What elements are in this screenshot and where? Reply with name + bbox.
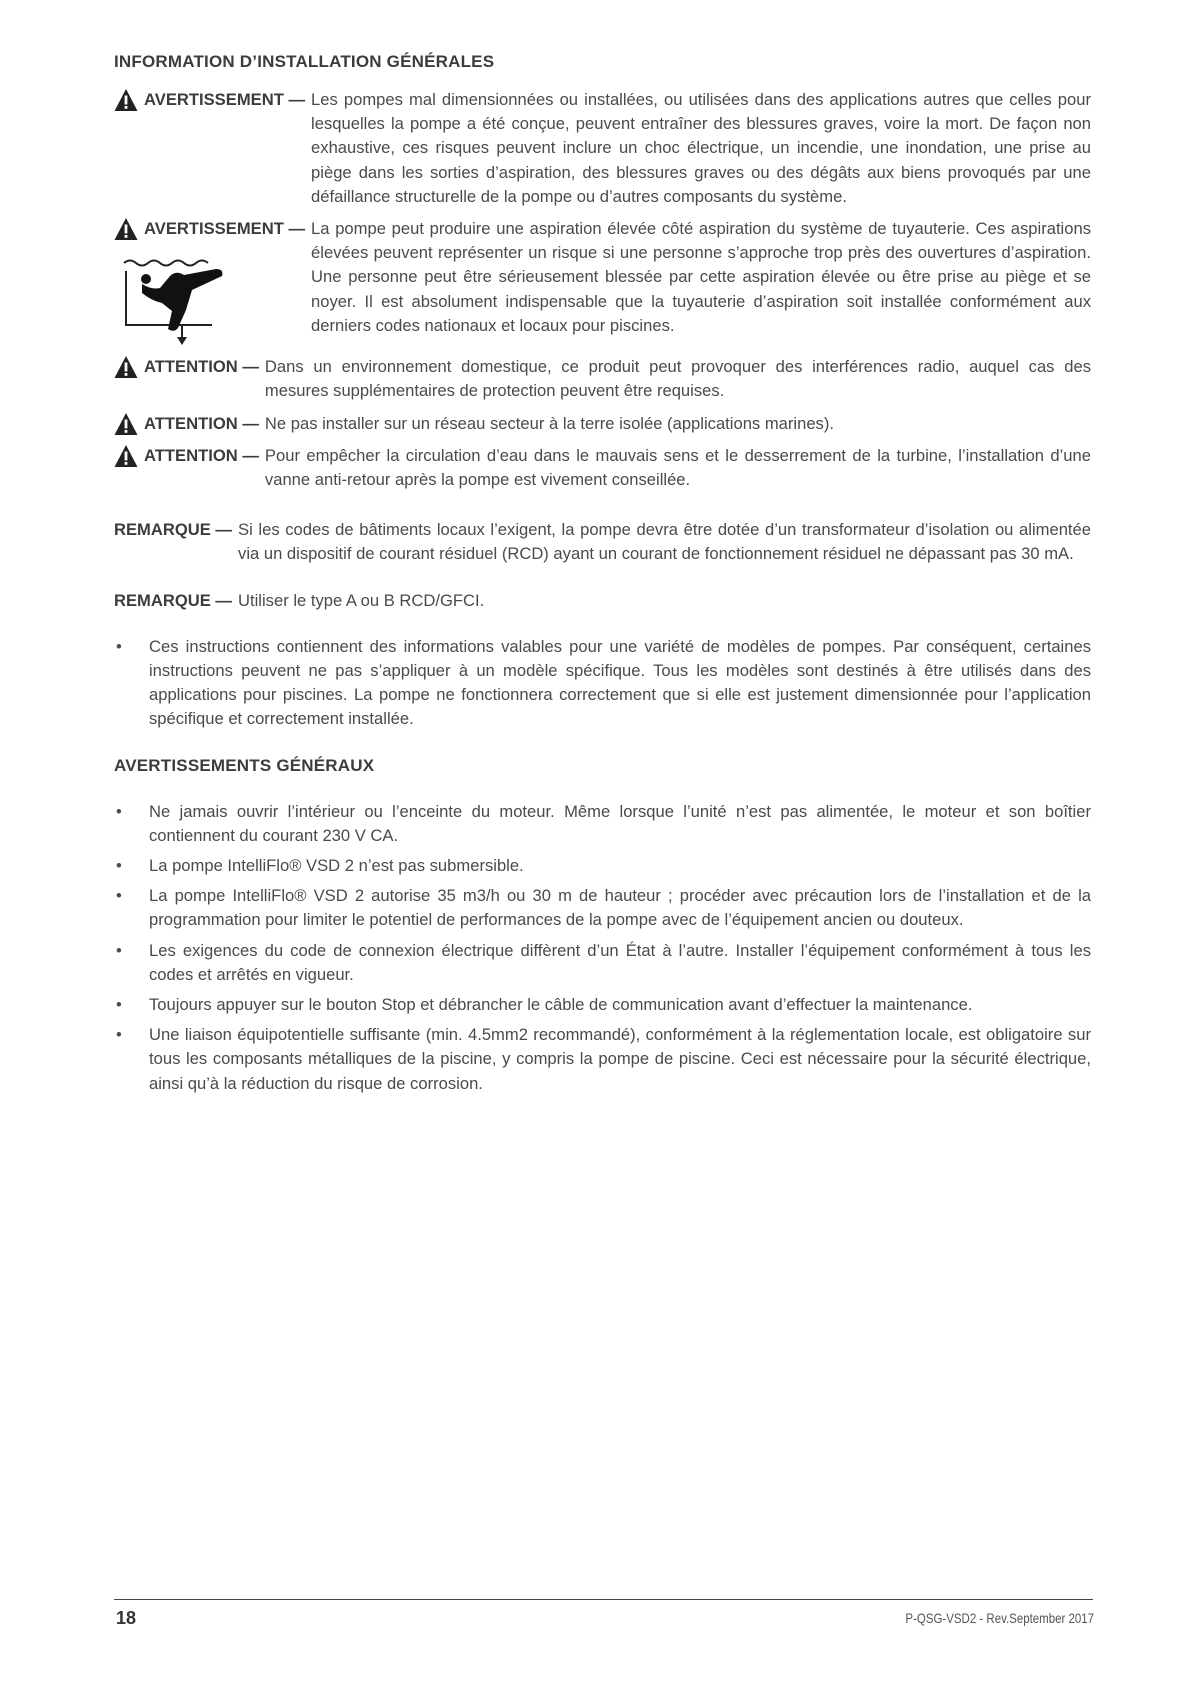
caution-text: Pour empêcher la circulation d’eau dans le mauvais sens et le desserrement de la turbine, l’installation d’une vanne anti-retour après la pompe est vivement conseillée.	[264, 445, 1091, 490]
caution-text: Dans un environnement domestique, ce produit peut provoquer des interférences radio, auquel cas des mesures supplémentaires de protection peuvent être requises.	[264, 357, 1091, 401]
suction-entrapment-pictogram	[122, 249, 232, 347]
warning-label	[114, 217, 305, 241]
bullet-marker: •	[116, 636, 122, 656]
section-title-general-warnings: AVERTISSEMENTS GÉNÉRAUX	[114, 755, 375, 775]
caution-label	[114, 444, 259, 468]
note-block	[114, 589, 1091, 613]
bullet-marker: •	[116, 856, 122, 876]
intro-bullet-list	[114, 635, 1091, 732]
warning-text: Les pompes mal dimensionnées ou installées, ou utilisées dans des applications autres que celles pour lesquelles la pompe a été conçue, peuvent entraîner des blessures graves, voire la mort. De façon non exhaustive, ces risques peuvent inclure un choc électrique, un incendie, une inondation, une prise au piège dans les sorties d’aspiration, des blessures graves ou des dégâts aux biens provoqués par une défaillance structurelle de la pompe ou d’autres composants du système.	[311, 90, 1091, 206]
caution-block	[114, 355, 1091, 403]
note-block	[114, 518, 1091, 566]
caution-text: Ne pas installer sur un réseau secteur à la terre isolée (applications marines).	[264, 413, 834, 433]
caution-label	[114, 412, 259, 436]
list-item	[114, 993, 1091, 1017]
warning-triangle-icon	[114, 355, 138, 379]
list-item	[114, 800, 1091, 848]
list-item-text: Une liaison équipotentielle suffisante (min. 4.5mm2 recommandé), conformément à la réglementation locale, est obligatoire sur tous les composants métalliques de la piscine, y compris la pompe de piscine. Ceci est nécessaire pour la sécurité électrique, ainsi qu’à la réduction du risque de corrosion.	[149, 1025, 1091, 1093]
caution-label-text: ATTENTION —	[144, 357, 259, 377]
list-item	[114, 635, 1091, 732]
page-content	[114, 52, 1091, 1102]
bullet-marker: •	[116, 940, 122, 960]
warning-triangle-icon	[114, 217, 138, 241]
bullet-marker: •	[116, 1025, 122, 1045]
note-text: Si les codes de bâtiments locaux l’exigent, la pompe devra être dotée d’un transformateur d’isolation ou alimentée via un dispositif de courant résiduel (RCD) ayant un courant de fonctionnement résiduel ne dépassant pas 30 mA.	[238, 520, 1091, 564]
list-item-text: Ces instructions contiennent des informations valables pour une variété de modèles de pompes. Par conséquent, certaines instructions peuvent ne pas s’appliquer à un modèle spécifique. Tous les modèles sont destinés à être utilisés dans des applications pour piscines. La pompe ne fonctionnera correctement que si elle est justement dimensionnée pour l’application spécifique et correctement installée.	[149, 636, 1091, 729]
caution-label	[114, 355, 259, 379]
bullet-marker: •	[116, 995, 122, 1015]
caution-block	[114, 412, 1091, 436]
list-item-text: Les exigences du code de connexion électrique diffèrent d’un État à l’autre. Installer l’équipement conformément à tous les codes et arrêtés en vigueur.	[149, 940, 1091, 984]
list-item	[114, 854, 1091, 878]
warning-triangle-icon	[114, 88, 138, 112]
list-item-text: La pompe IntelliFlo® VSD 2 autorise 35 m3/h ou 30 m de hauteur ; procéder avec précaution lors de l’installation et de la programmation pour limiter le potentiel de performances de la pompe avec de l’équipement ancien ou douteux.	[149, 886, 1091, 930]
note-label: REMARQUE —	[114, 590, 233, 610]
warning-label-column	[114, 217, 305, 347]
list-item	[114, 939, 1091, 987]
list-item	[114, 1023, 1091, 1096]
caution-label-text: ATTENTION —	[144, 413, 259, 433]
caution-block	[114, 444, 1091, 492]
page-number: 18	[116, 1608, 137, 1628]
list-item-text: La pompe IntelliFlo® VSD 2 n’est pas submersible.	[149, 856, 524, 876]
footer-divider	[114, 1599, 1093, 1600]
general-warnings-list	[114, 800, 1091, 1096]
note-text: Utiliser le type A ou B RCD/GFCI.	[238, 590, 485, 610]
caution-label-text: ATTENTION —	[144, 445, 259, 465]
section-title-installation: INFORMATION D’INSTALLATION GÉNÉRALES	[114, 52, 495, 71]
note-label: REMARQUE —	[114, 520, 233, 540]
warning-triangle-icon	[114, 444, 138, 468]
warning-triangle-icon	[114, 412, 138, 436]
warning-label-text: AVERTISSEMENT —	[144, 219, 306, 239]
warning-label-text: AVERTISSEMENT —	[144, 90, 306, 109]
warning-block	[114, 217, 1091, 347]
bullet-marker: •	[116, 886, 122, 906]
list-item	[114, 884, 1091, 932]
warning-text: La pompe peut produire une aspiration élevée côté aspiration du système de tuyauterie. Ces aspirations élevées peuvent représenter un risque si une personne s’approche trop près des ouvertures d’aspiration. Une personne peut être sérieusement blessée par cette aspiration élevée ou être prise au piège et se noyer. Il est absolument indispensable que la tuyauterie d’aspiration soit installée conformément aux derniers codes nationaux et locaux pour piscines.	[311, 219, 1091, 335]
bullet-marker: •	[116, 801, 122, 821]
warning-block	[114, 88, 1091, 209]
document-reference: P-QSG-VSD2 - Rev.September 2017	[905, 1610, 1094, 1626]
list-item-text: Ne jamais ouvrir l’intérieur ou l’enceinte du moteur. Même lorsque l’unité n’est pas alimentée, le moteur et son boîtier contiennent du courant 230 V CA.	[149, 801, 1091, 845]
list-item-text: Toujours appuyer sur le bouton Stop et débrancher le câble de communication avant d’effectuer la maintenance.	[149, 995, 973, 1015]
warning-label	[114, 88, 305, 112]
